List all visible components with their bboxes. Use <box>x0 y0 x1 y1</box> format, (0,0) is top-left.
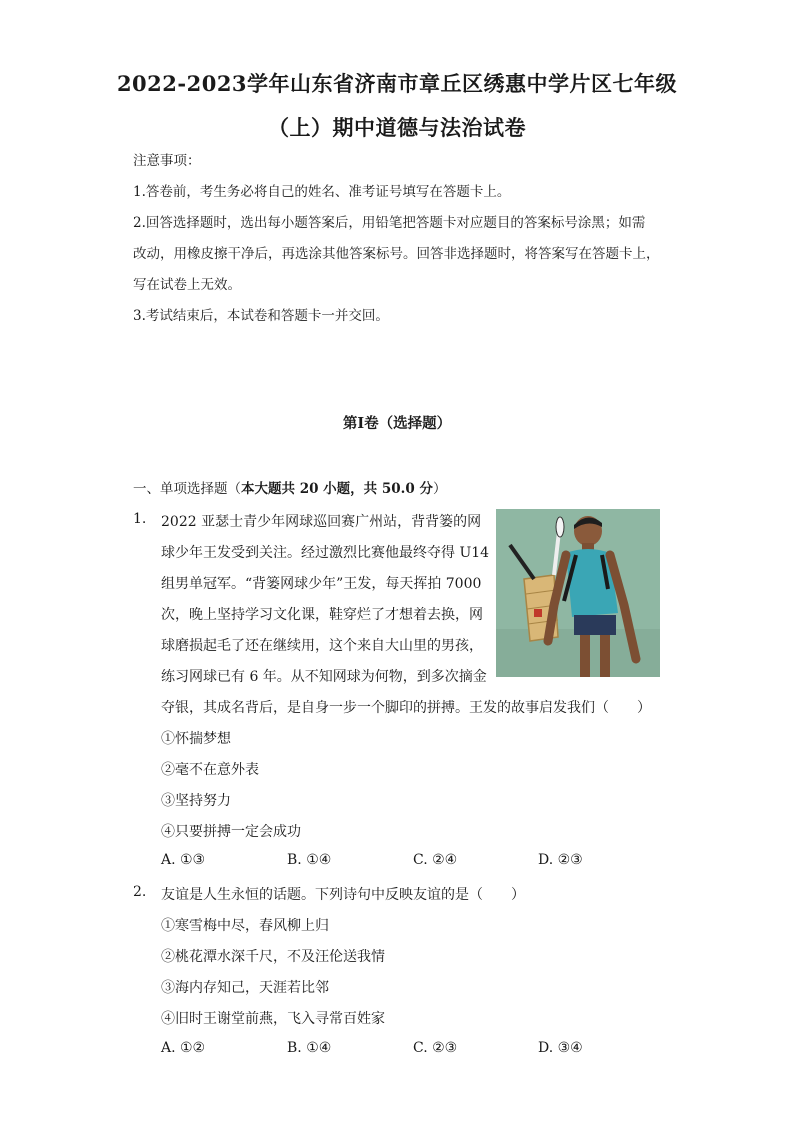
q2-item-4: ④旧时王谢堂前燕，飞入寻常百姓家 <box>161 1011 385 1027</box>
notice-line-3: 改动，用橡皮擦干净后，再选涂其他答案标号。回答非选择题时，将答案写在答题卡上， <box>133 246 660 262</box>
q1-line-2: 球少年王发受到关注。经过激烈比赛他最终夺得 U14 <box>161 545 490 561</box>
q1-line-5: 球磨损起毛了还在继续用，这个来自大山里的男孩， <box>161 638 483 654</box>
exam-title-line2: （上）期中道德与法治试卷 <box>268 115 526 140</box>
part-bold: 本大题共 20 小题，共 50.0 分 <box>241 481 433 497</box>
q1-item-3: ③坚持努力 <box>161 793 231 809</box>
notice-line-2: 2.回答选择题时，选出每小题答案后，用铅笔把答题卡对应题目的答案标号涂黑；如需 <box>133 215 646 231</box>
q1-line-1: 2022 亚瑟士青少年网球巡回赛广州站，背背篓的网 <box>161 514 482 530</box>
q2-number: 2. <box>133 884 147 900</box>
q2-item-3: ③海内存知己，天涯若比邻 <box>161 980 329 996</box>
q1-line-6: 练习网球已有 6 年。从不知网球为何物，到多次摘金 <box>161 669 487 685</box>
exam-title-line1: 2022-2023学年山东省济南市章丘区绣惠中学片区七年级 <box>116 71 678 96</box>
q1-item-2: ②毫不在意外表 <box>161 762 259 778</box>
q1-option-b: B. ①④ <box>287 852 332 868</box>
q1-line-4: 次，晚上坚持学习文化课，鞋穿烂了才想着去换，网 <box>161 607 483 623</box>
q2-option-a: A. ①② <box>161 1040 206 1056</box>
q2-item-1: ①寒雪梅中尽，春风柳上归 <box>161 918 329 934</box>
q2-stem: 友谊是人生永恒的话题。下列诗句中反映友谊的是（ ） <box>161 887 525 903</box>
part-heading <box>133 477 446 497</box>
notice-block <box>133 146 673 332</box>
part-suffix: ） <box>432 481 447 497</box>
q1-item-1: ①怀揣梦想 <box>161 731 231 747</box>
q1-option-c: C. ②④ <box>413 852 458 868</box>
notice-line-5: 3.考试结束后，本试卷和答题卡一并交回。 <box>133 308 389 324</box>
tennis-boy-photo <box>496 509 660 677</box>
q1-option-d: D. ②③ <box>538 852 583 868</box>
q2-option-d: D. ③④ <box>538 1040 583 1056</box>
section-title: 第I卷（选择题） <box>342 415 452 432</box>
q2-option-c: C. ②③ <box>413 1040 458 1056</box>
q2-item-2: ②桃花潭水深千尺，不及汪伦送我情 <box>161 949 385 965</box>
notice-line-1: 1.答卷前，考生务必将自己的姓名、准考证号填写在答题卡上。 <box>133 184 511 200</box>
notice-line-4: 写在试卷上无效。 <box>133 277 241 293</box>
q1-line-7: 夺银，其成名背后，是自身一步一个脚印的拼搏。王发的故事启发我们（ ） <box>161 700 651 716</box>
tennis-boy-illustration <box>496 509 660 677</box>
notice-heading: 注意事项： <box>133 153 201 169</box>
q1-option-a: A. ①③ <box>161 852 206 868</box>
q1-number: 1. <box>133 511 147 527</box>
q1-line-3: 组男单冠军。“背篓网球少年”王发，每天挥拍 7000 <box>161 576 482 592</box>
q1-item-4: ④只要拼搏一定会成功 <box>161 824 301 840</box>
part-prefix: 一、单项选择题（ <box>133 481 241 497</box>
q2-option-b: B. ①④ <box>287 1040 332 1056</box>
